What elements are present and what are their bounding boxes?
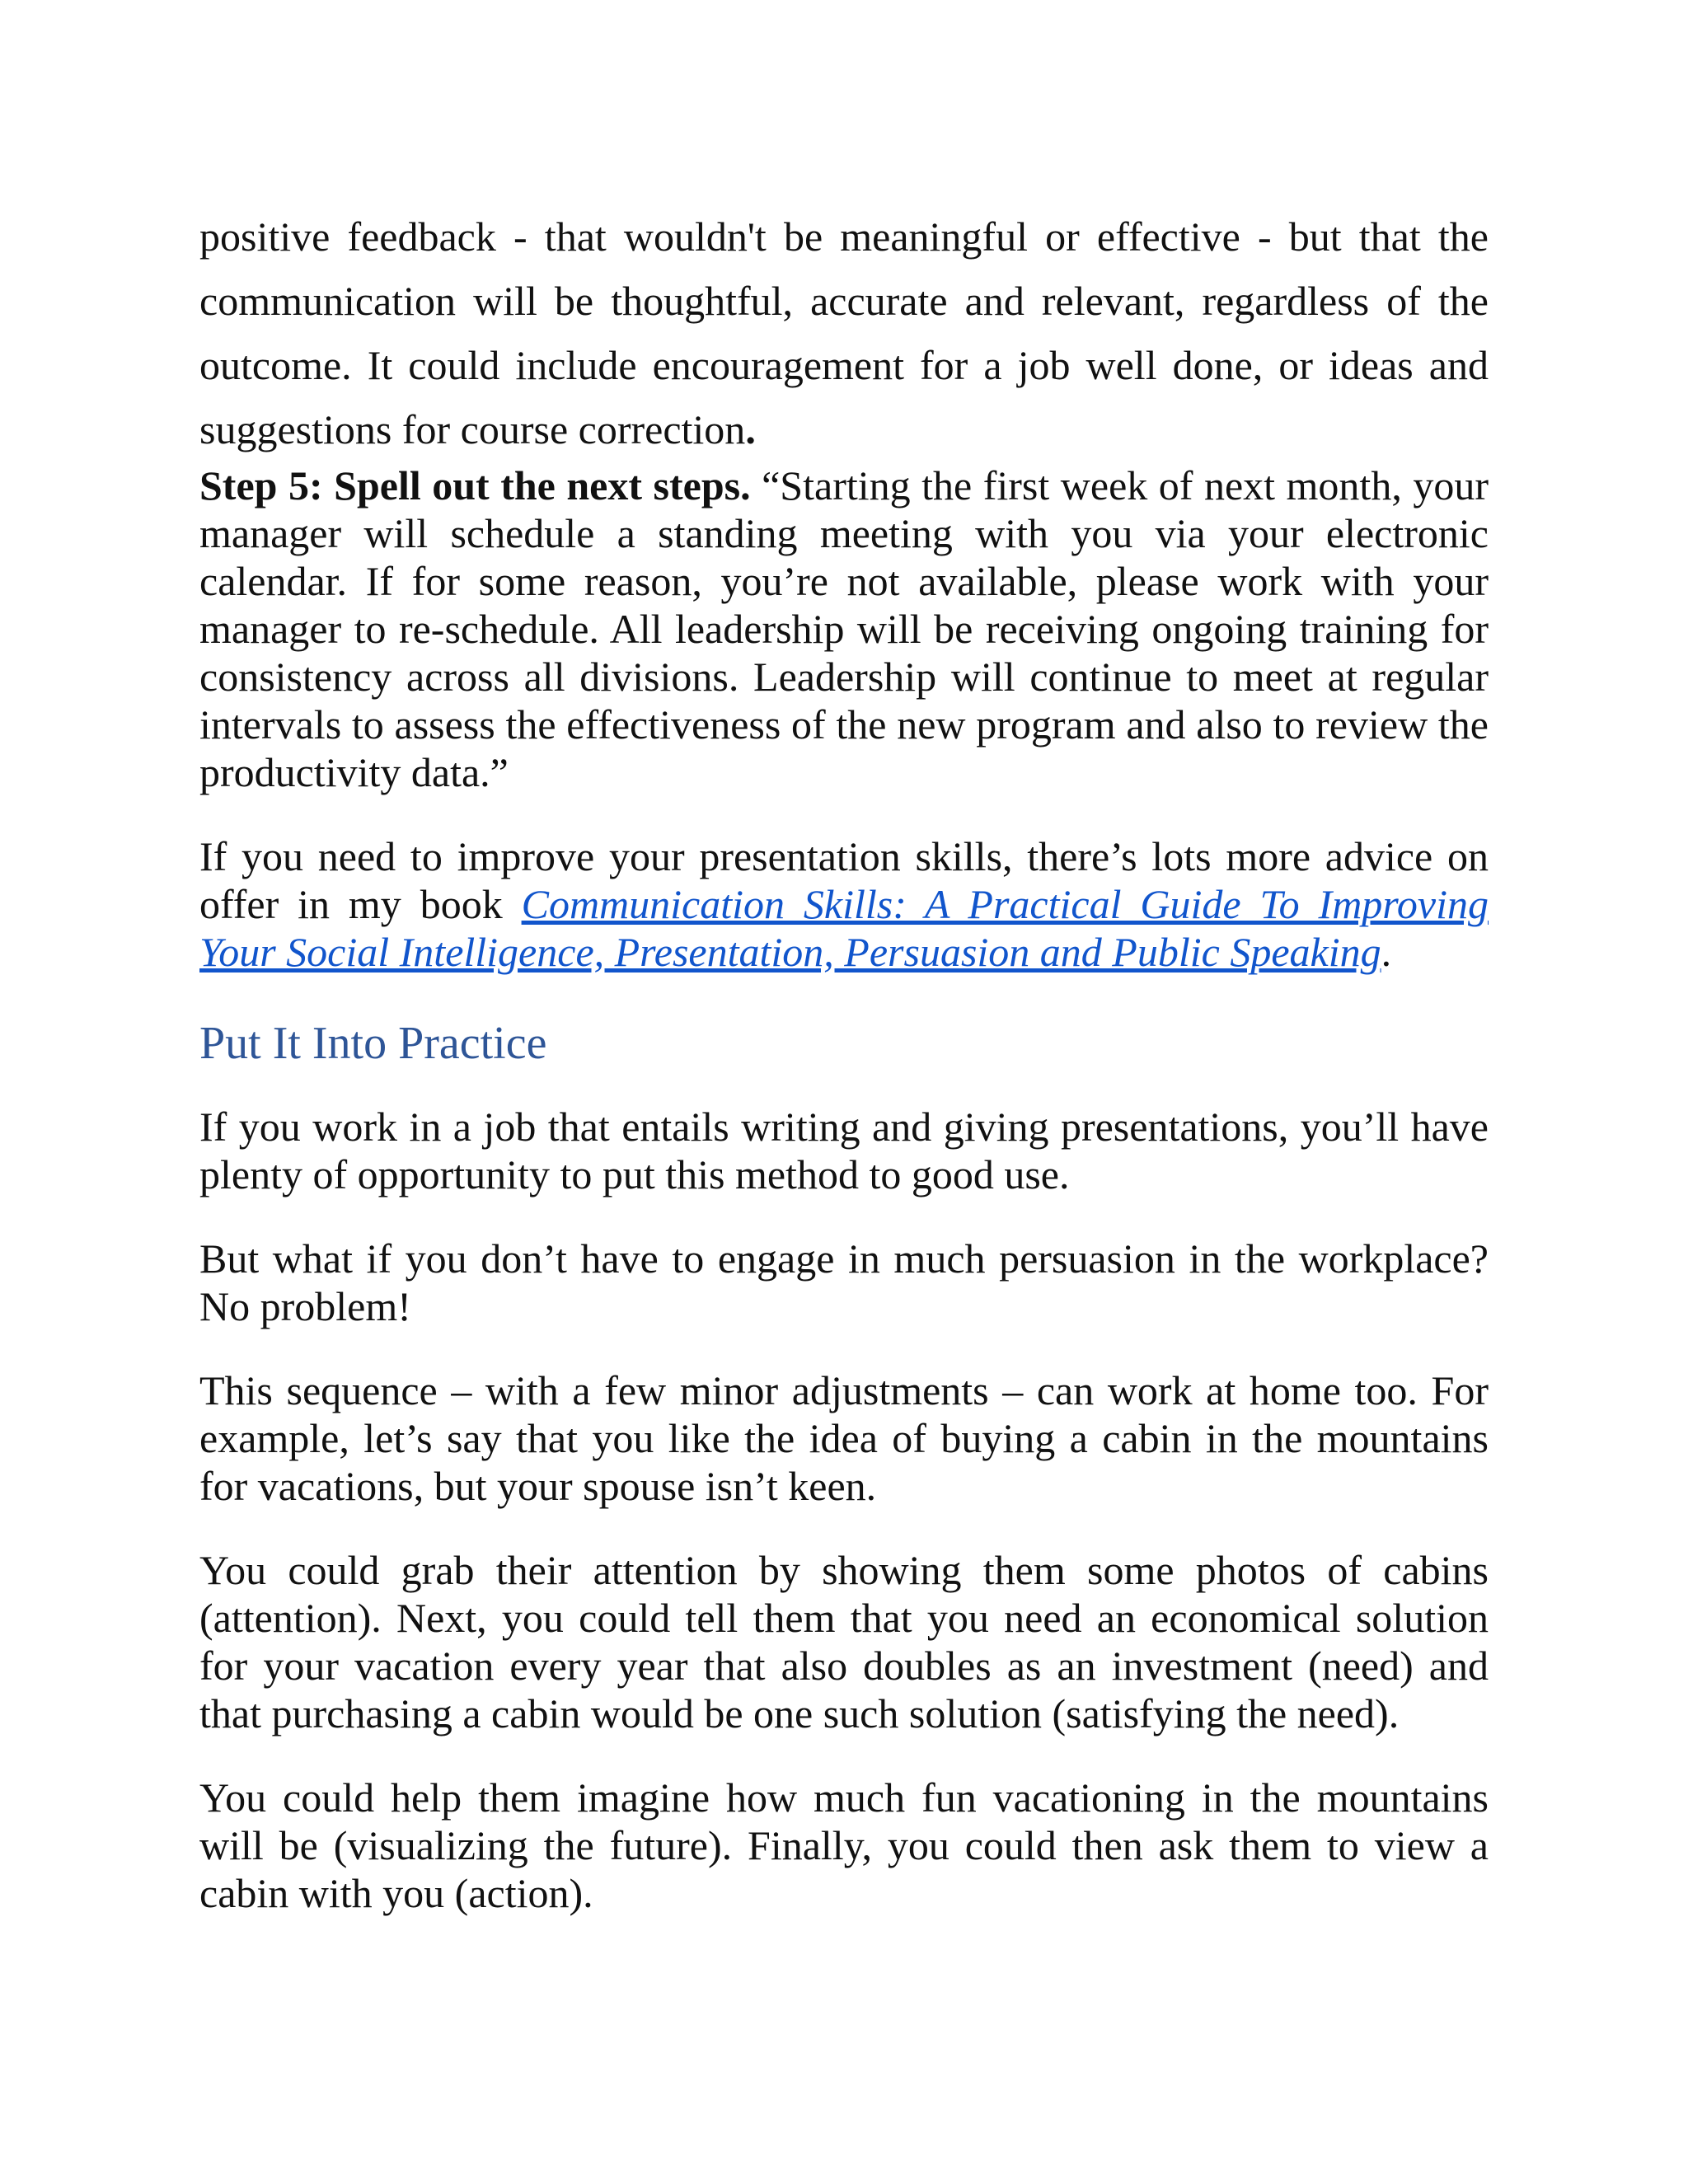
practice-paragraph-4: You could grab their attention by showing them some photos of cabins (attention). Next, you could tell them that you need an economical solution for your vacation every year that also doubles as an investment (need) and that purchasing a cabin would be one such solution (satisfying the need). [199,1547,1489,1736]
feedback-period: . [745,406,756,452]
document-body [199,204,1489,1917]
section-heading: Put It Into Practice [199,1018,547,1069]
book-intro: If you need to improve your presentation skills, there’s lots more advice on offer in my book [199,833,1489,927]
book-link[interactable]: Communication Skills: A Practical Guide To Improving Your Social Intelligence, Presentation, Persuasion and Public Speaking [199,881,1489,975]
practice-paragraph-1: If you work in a job that entails writing and giving presentations, you’ll have plenty of opportunity to put this method to good use. [199,1104,1489,1197]
step5-paragraph [199,462,1489,796]
practice-paragraph-2: But what if you don’t have to engage in much persuasion in the workplace? No problem! [199,1235,1489,1329]
feedback-text: positive feedback - that wouldn't be meaningful or effective - but that the communication will be thoughtful, accurate and relevant, regardless of the outcome. It could include encouragement for a job well done, or ideas and suggestions for course correction [199,213,1489,452]
step5-label: Step 5: Spell out the next steps. [199,462,751,509]
practice-paragraph-5: You could help them imagine how much fun vacationing in the mountains will be (visualizing the future). Finally, you could then ask them to view a cabin with you (action). [199,1774,1489,1916]
practice-paragraph-3: This sequence – with a few minor adjustments – can work at home too. For example, let’s say that you like the idea of buying a cabin in the mountains for vacations, but your spouse isn’t keen. [199,1367,1489,1509]
feedback-paragraph [199,204,1489,462]
step5-text: “Starting the first week of next month, your manager will schedule a standing meeting with you via your electronic calendar. If for some reason, you’re not available, please work with your manager to re-schedule. All leadership will be receiving ongoing training for consistency across all divisions. Leadership will continue to meet at regular intervals to assess the effectiveness of the new program and also to review the productivity data.” [199,462,1489,795]
book-end: . [1381,929,1392,975]
book-paragraph [199,832,1489,976]
